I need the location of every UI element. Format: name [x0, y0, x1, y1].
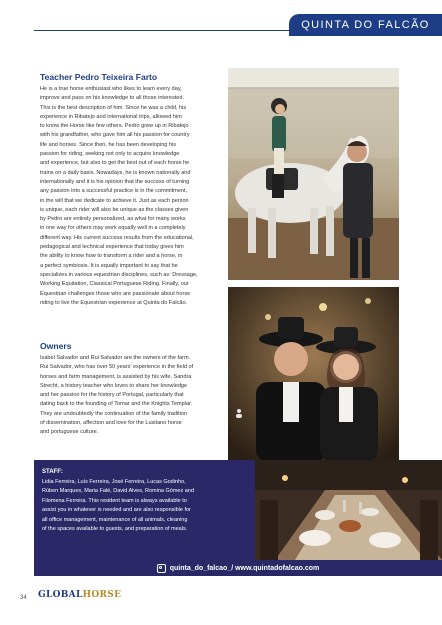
owners-body [40, 354, 218, 438]
dining-photo [255, 460, 442, 560]
text-line: They are undoubtedly the continuation of the family tradition [40, 410, 188, 417]
text-line: and experience, but also to get the best out of each horse he [40, 160, 190, 167]
owners-heading: Owners [40, 341, 72, 351]
text-line: and portuguese culture. [40, 429, 99, 436]
text-line: the ability to know how to transform a rider and a horse, in [40, 253, 183, 260]
staff-box [34, 460, 255, 560]
text-line: all office management, maintenance of all animals, cleaning [42, 516, 188, 523]
text-line: improve and pass on his knowledge to all those interested. [40, 95, 184, 102]
instagram-icon [157, 564, 166, 573]
text-line: of the spaces available to guests, and preparation of meals. [42, 526, 188, 533]
staff-heading: STAFF: [42, 469, 63, 475]
page-number: 34 [20, 595, 27, 601]
text-line: by Pedro are entirely personalized, as what for many works [40, 216, 186, 223]
teacher-photo [228, 68, 399, 280]
globalhorse-logo: GLOBALHORSE [38, 590, 122, 600]
teacher-section [40, 72, 218, 308]
text-line: riding to live the Equestrian experience at Quinta do Falcão. [40, 299, 188, 306]
text-line: Strecht, a history teacher who loves to share her knowledge [40, 382, 188, 389]
social-footer-bar [34, 560, 442, 576]
teacher-body [40, 85, 218, 308]
owners-photo [228, 287, 399, 462]
text-line: of dissemination, affection and love for the Lusitano horse [40, 420, 182, 427]
text-line: any passion into a successful practice is in the commitment, [40, 188, 188, 195]
text-line: experience in Ribatejo and international trips, allowed him [40, 113, 182, 120]
text-line: trains on a daily basis. Nowadays, he is known nationally and [40, 169, 191, 176]
text-line: to know the Horse like few others. Pedro grew up in Ribatejo [40, 123, 189, 130]
text-line: life and horses. Since then, he has been developing his [40, 141, 176, 148]
text-line: passion for riding, seeking not only to acquire knowledge [40, 151, 180, 158]
text-line: is unique, each rider will also be unique as the classes given [40, 206, 189, 213]
text-line: and her passion for the history of Portugal, particularly that [40, 392, 184, 399]
text-line: assist you in whatever is needed and are also responsible for [42, 507, 191, 514]
staff-body [42, 478, 247, 534]
header-rule [34, 30, 289, 31]
text-line: horses and farm management, is assisted by his wife, Sandra [40, 373, 192, 380]
text-line: Rúben Marques, Maria Falé, David Alves, Romina Gómez and [42, 488, 194, 495]
text-line: Rui Salvador, who has over 50 years' experience in the field of [40, 364, 194, 371]
text-line: specializes in various equestrian disciplines, such as: Dressage, [40, 271, 198, 278]
text-line: This is the best description of him. Since he was a child, his [40, 104, 187, 111]
text-line: different way. His current success results from the educational, [40, 234, 194, 241]
text-line: in one way for others may work equally well in a completely [40, 225, 186, 232]
text-line: in the will that we dedicate to achieve it. Just as each person [40, 197, 189, 204]
brand-tab: QUINTA DO FALCÃO [289, 14, 442, 36]
teacher-heading: Teacher Pedro Teixeira Farto [40, 72, 158, 82]
text-line: with his grandfather, who gave him all his passion for country [40, 132, 190, 139]
text-line: dating back to the founding of Tomar and the Knights Templar. [40, 401, 193, 408]
text-line: pedagogical and technical experience that today gives him [40, 244, 184, 251]
text-line: Filomena Ferreira. This resident team is always available to [42, 497, 187, 504]
text-line: Working Equitation, Classical Portuguese Riding. Finally, our [40, 281, 189, 288]
text-line: He is a true horse enthusiast who likes to learn every day, [40, 86, 182, 92]
social-links[interactable]: quinta_do_falcao_/ www.quintadofalcao.com [169, 564, 320, 572]
text-line: a perfect symbiosis. It is equally important to say that he [40, 262, 178, 269]
text-line: Isabel Salvador and Rui Salvador are the owners of the farm. [40, 355, 191, 361]
text-line: internationally and it is his opinion that the success of turning [40, 178, 190, 185]
text-line: Lidia Ferreira, Luís Ferreira, José Ferreira, Lucas Godinho, [42, 479, 186, 485]
text-line: Equestrian challenges those who are passionate about horse [40, 290, 191, 297]
owners-section [40, 341, 218, 438]
